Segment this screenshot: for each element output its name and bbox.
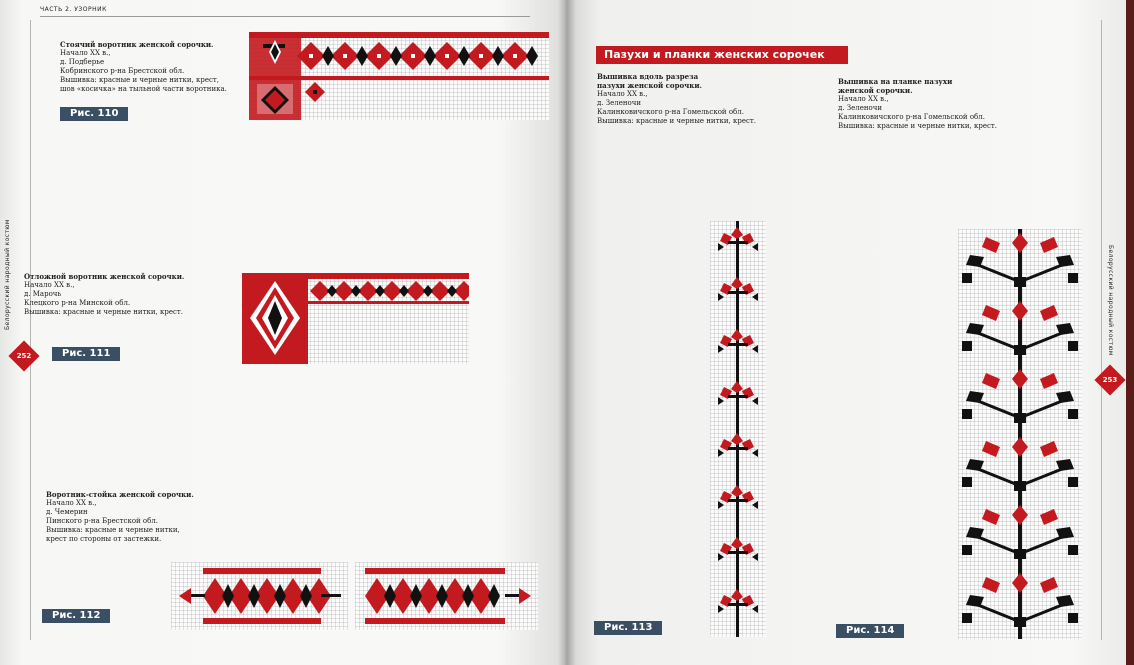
side-label-right: Белорусский народный костюм: [1107, 245, 1114, 356]
right-margin-rule: [1101, 20, 1102, 640]
caption-fig-112: Воротник-стойка женской сорочки. Начало XX в., д. Чемерин Пинского р-на Брестской обл. Вышивка: красные и черные нитки, крест по стороны от застежки.: [46, 490, 194, 543]
side-label-left: Белорусский народный костюм: [4, 219, 11, 330]
running-head-rule: [40, 16, 530, 17]
pattern-fig-111: [242, 273, 469, 364]
pattern-fig-112-left: [171, 562, 348, 630]
pattern-fig-110: [249, 32, 549, 120]
book-gutter: [558, 0, 576, 665]
section-title: Пазухи и планки женских сорочек: [596, 46, 848, 64]
page-number-right: 253: [1094, 364, 1125, 395]
page-number-left: 252: [8, 340, 39, 371]
fig-label-110: Рис. 110: [60, 107, 128, 121]
caption-fig-111: Отложной воротник женской сорочки. Начало XX в., д. Марочь Клецкого р-на Минской обл. Вышивка: красные и черные нитки, крест.: [24, 272, 185, 316]
caption-fig-114: Вышивка на планке пазухи женской сорочки. Начало XX в., д. Зеленочи Калинковичского р-на Гомельской обл. Вышивка: красные и черные нитки, крест.: [838, 77, 997, 130]
fig-label-112: Рис. 112: [42, 609, 110, 623]
caption-fig-113: Вышивка вдоль разреза пазухи женской сорочки. Начало XX в., д. Зеленочи Калинковичского р-на Гомельской обл. Вышивка: красные и черные нитки, крест.: [597, 72, 756, 125]
caption-fig-110: Стоячий воротник женской сорочки. Начало XX в., д. Подберье Кобринского р-на Брестской обл. Вышивка: красные и черные нитки, крест, шов «косичка» на тыльной части воротника.: [60, 40, 227, 93]
running-head: ЧАСТЬ 2. УЗОРНИК: [40, 6, 107, 13]
pattern-fig-112-right: [355, 562, 538, 630]
pattern-fig-113: [710, 221, 766, 637]
fig-label-114: Рис. 114: [836, 624, 904, 638]
left-margin-rule: [30, 20, 31, 640]
fig-label-111: Рис. 111: [52, 347, 120, 361]
pattern-fig-114: [958, 229, 1082, 639]
fig-label-113: Рис. 113: [594, 621, 662, 635]
